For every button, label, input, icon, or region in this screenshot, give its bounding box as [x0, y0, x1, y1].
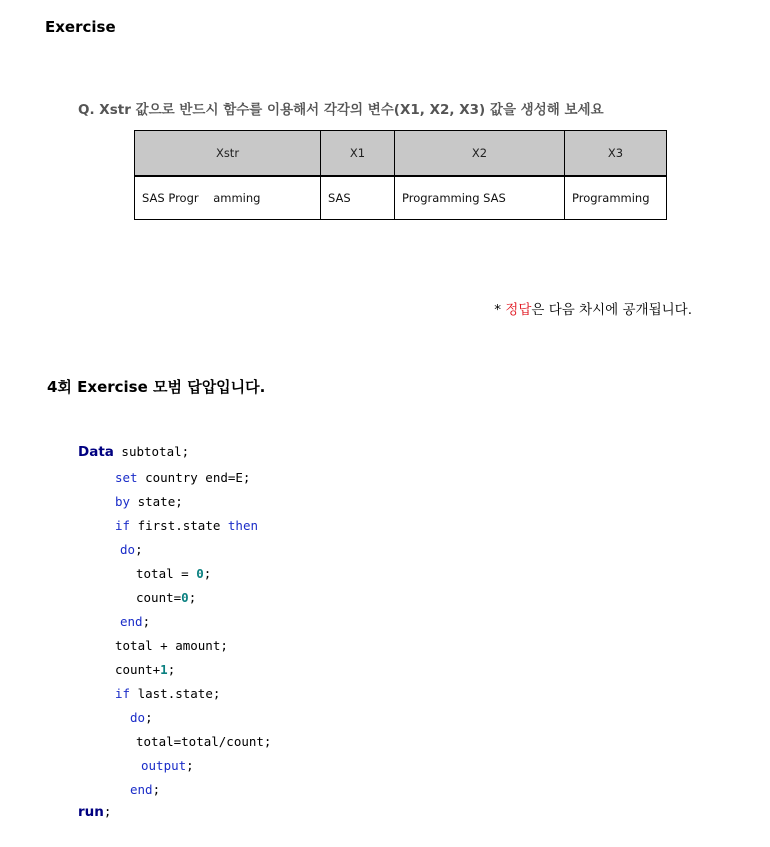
- code-line-10: [115, 662, 175, 677]
- code-keyword: output: [141, 758, 187, 773]
- code-line-16: [78, 804, 111, 820]
- code-text: ;: [135, 542, 143, 557]
- code-text: ;: [103, 804, 112, 819]
- code-text: ;: [188, 590, 197, 605]
- question-text: Q. Xstr 값으로 반드시 함수를 이용해서 각각의 변수(X1, X2, X3) 값을 생성해 보세요: [78, 102, 604, 118]
- code-text: total =: [136, 566, 197, 581]
- code-keyword: do: [120, 542, 136, 557]
- header-x2: X2: [395, 131, 565, 177]
- code-keyword: then: [227, 518, 259, 533]
- code-text: count+: [115, 662, 161, 677]
- code-line-1: [78, 444, 189, 460]
- code-line-7: [136, 590, 196, 605]
- code-line-6: [136, 566, 211, 581]
- code-line-14: [141, 758, 194, 773]
- page-heading: Exercise: [45, 18, 116, 36]
- answer-note: [494, 298, 692, 318]
- code-text: ;: [145, 710, 153, 725]
- code-keyword: set: [115, 470, 138, 485]
- cell-x2: Programming SAS: [395, 176, 565, 220]
- code-line-9: total + amount;: [115, 638, 228, 653]
- code-keyword: end: [120, 614, 143, 629]
- code-keyword: Data: [78, 444, 114, 460]
- code-line-3: [115, 494, 183, 509]
- code-text: state;: [130, 494, 183, 509]
- code-line-13: total=total/count;: [136, 734, 272, 749]
- note-rest: 은 다음 차시에 공개됩니다.: [531, 302, 692, 318]
- code-line-8: [120, 614, 150, 629]
- table-header-row: [135, 131, 667, 177]
- code-text: country end=E;: [137, 470, 251, 485]
- code-text: ;: [152, 782, 161, 797]
- code-number: 0: [196, 566, 204, 581]
- code-keyword: end: [130, 782, 153, 797]
- note-prefix: *: [494, 302, 506, 318]
- code-keyword: if: [115, 686, 131, 701]
- code-line-11: [115, 686, 220, 701]
- table-row: [135, 176, 667, 220]
- code-text: ;: [186, 758, 194, 773]
- cell-xstr: SAS Progr amming: [135, 176, 321, 220]
- header-x3: X3: [565, 131, 667, 177]
- code-text: count=: [136, 590, 182, 605]
- code-keyword: do: [130, 710, 146, 725]
- code-keyword: run: [78, 804, 104, 820]
- code-text: last.state;: [130, 686, 221, 701]
- code-text: first.state: [130, 518, 228, 533]
- exercise-table: [134, 130, 667, 220]
- code-line-4: [115, 518, 258, 533]
- code-line-2: [115, 470, 250, 485]
- code-text: ;: [167, 662, 176, 677]
- code-text: subtotal;: [113, 444, 190, 459]
- code-keyword: by: [115, 494, 131, 509]
- code-line-5: [120, 542, 143, 557]
- note-highlight: 정답: [505, 302, 532, 318]
- header-xstr: Xstr: [135, 131, 321, 177]
- code-line-15: [130, 782, 160, 797]
- code-text: ;: [203, 566, 212, 581]
- code-keyword: if: [115, 518, 131, 533]
- answer-heading: 4회 Exercise 모범 답압입니다.: [47, 378, 266, 396]
- code-line-12: [130, 710, 153, 725]
- code-number: 1: [160, 662, 168, 677]
- code-text: ;: [142, 614, 151, 629]
- code-number: 0: [181, 590, 189, 605]
- cell-x3: Programming: [565, 176, 667, 220]
- header-x1: X1: [321, 131, 395, 177]
- cell-x1: SAS: [321, 176, 395, 220]
